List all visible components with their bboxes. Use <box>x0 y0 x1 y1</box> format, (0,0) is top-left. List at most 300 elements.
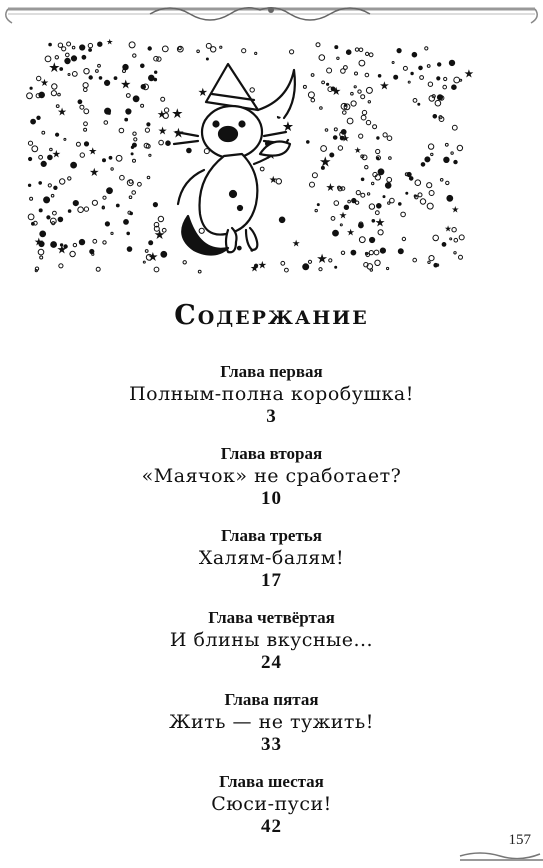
star-dot <box>359 237 365 243</box>
star-dot <box>358 90 361 93</box>
star-dot <box>58 217 63 222</box>
star-dot <box>116 155 122 161</box>
star-dot <box>361 193 365 197</box>
star-dot <box>153 203 157 207</box>
toc-entry-5[interactable] <box>0 690 543 772</box>
star-dot <box>158 216 163 221</box>
star-dot <box>67 42 71 46</box>
star-icon: ★ <box>291 238 301 250</box>
toc-entry-4[interactable] <box>0 608 543 690</box>
star-dot <box>127 232 130 235</box>
star-dot <box>71 56 76 61</box>
star-icon: ★ <box>172 125 185 142</box>
star-icon: ★ <box>48 59 61 76</box>
star-dot <box>220 46 222 48</box>
star-dot <box>412 52 417 57</box>
star-dot <box>377 157 379 159</box>
star-dot <box>149 75 155 81</box>
star-dot <box>327 83 329 85</box>
star-dot <box>99 77 102 80</box>
star-dot <box>322 81 325 84</box>
star-dot <box>42 131 45 134</box>
star-dot <box>355 72 358 75</box>
star-dot <box>308 260 311 263</box>
star-dot <box>84 109 89 114</box>
star-dot <box>44 197 50 203</box>
star-dot <box>66 53 70 57</box>
star-dot <box>444 77 447 80</box>
star-dot <box>28 214 34 220</box>
star-dot <box>154 56 159 61</box>
star-dot <box>321 146 327 152</box>
star-dot <box>141 64 145 68</box>
star-dot <box>325 129 328 132</box>
star-dot <box>30 87 32 89</box>
cat-illustration <box>28 36 474 275</box>
star-dot <box>123 70 126 73</box>
star-icon: ★ <box>106 36 114 47</box>
star-dot <box>403 66 407 70</box>
star-dot <box>80 105 84 109</box>
star-icon: ★ <box>147 249 159 264</box>
star-dot <box>307 141 310 144</box>
star-dot <box>68 210 71 213</box>
star-dot <box>420 76 424 80</box>
star-dot <box>47 216 50 219</box>
star-dot <box>39 92 45 98</box>
star-dot <box>98 42 102 46</box>
chapter-name: «Маячок» не сработает? <box>141 465 402 487</box>
star-dot <box>52 84 57 89</box>
star-dot <box>459 255 463 259</box>
star-dot <box>369 204 374 209</box>
star-dot <box>315 209 317 211</box>
star-icon: ★ <box>89 165 100 180</box>
star-dot <box>375 175 380 180</box>
star-dot <box>147 176 150 179</box>
star-dot <box>316 43 320 47</box>
star-dot <box>377 137 379 139</box>
star-icon: ★ <box>374 215 386 230</box>
star-dot <box>103 159 106 162</box>
star-dot <box>39 209 42 212</box>
star-dot <box>124 220 129 225</box>
star-dot <box>444 157 449 162</box>
star-dot <box>431 153 433 155</box>
star-dot <box>366 87 372 93</box>
star-dot <box>335 46 338 49</box>
star-icon: ★ <box>379 78 390 93</box>
star-dot <box>72 72 77 77</box>
star-icon: ★ <box>444 224 452 235</box>
star-dot <box>355 48 358 51</box>
star-dot <box>68 177 71 180</box>
star-dot <box>32 222 35 225</box>
star-dot <box>96 70 99 73</box>
star-dot <box>303 264 309 270</box>
chapter-page-number: 42 <box>261 816 282 837</box>
star-icon: ★ <box>338 210 348 222</box>
star-dot <box>133 54 136 57</box>
star-icon: ★ <box>463 67 474 81</box>
star-dot <box>78 100 82 104</box>
star-dot <box>401 212 406 217</box>
star-dot <box>98 64 101 67</box>
star-dot <box>126 94 130 98</box>
star-dot <box>53 211 57 215</box>
chapter-name: Халям-балям! <box>198 547 345 569</box>
star-icon: ★ <box>120 76 132 92</box>
star-dot <box>368 101 370 103</box>
star-dot <box>319 55 325 61</box>
star-dot <box>446 181 449 184</box>
star-dot <box>374 250 379 255</box>
star-dot <box>443 85 447 89</box>
star-dot <box>392 62 394 64</box>
star-dot <box>103 241 106 244</box>
star-dot <box>84 69 89 74</box>
star-dot <box>84 128 87 131</box>
star-dot <box>84 88 88 92</box>
star-dot <box>279 217 285 223</box>
star-dot <box>433 235 439 241</box>
star-dot <box>131 146 133 148</box>
star-dot <box>427 65 430 68</box>
star-dot <box>373 125 377 129</box>
star-dot <box>418 103 420 105</box>
star-dot <box>347 118 353 124</box>
star-dot <box>394 75 398 79</box>
chapter-page-number: 3 <box>266 406 277 427</box>
star-dot <box>452 125 457 130</box>
star-dot <box>126 109 131 114</box>
star-dot <box>197 50 200 53</box>
star-dot <box>187 148 192 153</box>
star-icon: ★ <box>346 227 355 239</box>
star-dot <box>388 202 390 204</box>
star-dot <box>39 182 42 185</box>
star-dot <box>389 157 392 160</box>
star-dot <box>155 71 157 73</box>
star-dot <box>380 248 385 253</box>
star-dot <box>103 196 106 199</box>
star-dot <box>387 136 392 141</box>
star-icon: ★ <box>341 133 350 145</box>
star-dot <box>32 146 38 152</box>
star-dot <box>105 222 109 226</box>
star-dot <box>406 192 408 194</box>
star-dot <box>132 191 136 195</box>
star-dot <box>343 111 347 115</box>
star-dot <box>367 193 369 195</box>
star-dot <box>78 207 84 213</box>
star-dot <box>427 183 432 188</box>
star-dot <box>418 193 422 197</box>
star-dot <box>317 204 319 206</box>
star-dot <box>138 182 142 186</box>
star-dot <box>125 118 128 121</box>
star-dot <box>29 157 32 160</box>
star-dot <box>92 200 97 205</box>
star-icon: ★ <box>451 204 460 216</box>
star-dot <box>123 64 128 69</box>
star-dot <box>402 237 405 240</box>
star-dot <box>376 149 380 153</box>
toc-entry-2[interactable] <box>0 444 543 526</box>
star-dot <box>419 66 423 70</box>
star-icon: ★ <box>319 154 332 171</box>
star-dot <box>27 93 33 99</box>
star-icon: ★ <box>157 124 168 138</box>
star-dot <box>50 218 56 224</box>
star-dot <box>148 47 151 50</box>
star-dot <box>451 152 453 154</box>
star-dot <box>49 43 52 46</box>
star-dot <box>40 256 43 259</box>
star-dot <box>62 47 66 51</box>
star-icon: ★ <box>88 146 97 158</box>
star-icon: ★ <box>56 242 68 257</box>
star-dot <box>285 268 289 272</box>
star-dot <box>333 230 339 236</box>
star-dot <box>308 92 314 98</box>
star-icon: ★ <box>51 148 61 161</box>
star-dot <box>89 49 92 52</box>
star-dot <box>383 133 387 137</box>
star-dot <box>445 143 448 146</box>
cat-figure <box>174 64 295 255</box>
star-dot <box>51 91 56 96</box>
star-icon: ★ <box>268 175 278 187</box>
star-dot <box>435 100 441 106</box>
star-dot <box>411 72 413 74</box>
star-dot <box>450 238 452 240</box>
star-dot <box>348 200 351 203</box>
star-dot <box>454 160 457 163</box>
star-dot <box>120 175 125 180</box>
star-dot <box>429 191 434 196</box>
star-dot <box>438 63 441 66</box>
star-dot <box>454 238 458 242</box>
star-dot <box>390 198 395 203</box>
star-dot <box>329 259 332 262</box>
star-dot <box>166 141 171 146</box>
toc-entry-3[interactable] <box>0 526 543 608</box>
star-dot <box>378 169 384 175</box>
star-dot <box>83 83 88 88</box>
star-dot <box>351 101 356 106</box>
star-dot <box>409 177 413 181</box>
page-number: 157 <box>508 832 531 848</box>
star-dot <box>335 266 337 268</box>
star-icon: ★ <box>197 84 209 99</box>
star-dot <box>341 251 344 254</box>
star-dot <box>428 144 433 149</box>
star-dot <box>84 142 88 146</box>
star-dot <box>111 168 113 170</box>
star-dot <box>351 92 354 95</box>
star-dot <box>105 108 111 114</box>
star-dot <box>428 261 430 263</box>
star-icon: ★ <box>40 77 50 89</box>
star-dot <box>428 82 432 86</box>
star-dot <box>116 204 119 207</box>
star-dot <box>433 115 437 119</box>
star-dot <box>319 268 322 271</box>
star-dot <box>64 138 66 140</box>
chapter-page-number: 17 <box>261 570 282 591</box>
star-dot <box>255 52 257 54</box>
star-dot <box>133 96 139 102</box>
star-dot <box>162 46 168 52</box>
star-dot <box>79 239 84 244</box>
chapter-label: Глава шестая <box>219 772 324 791</box>
star-dot <box>111 232 113 234</box>
star-dot <box>141 104 144 107</box>
star-dot <box>429 256 434 261</box>
star-dot <box>84 122 88 126</box>
chapter-label: Глава четвёртая <box>208 608 335 627</box>
star-dot <box>460 79 462 81</box>
star-icon: ★ <box>156 108 167 122</box>
star-dot <box>58 43 62 47</box>
star-dot <box>199 228 204 233</box>
star-dot <box>242 49 246 53</box>
star-dot <box>327 68 332 73</box>
star-dot <box>107 188 113 194</box>
star-dot <box>93 239 97 243</box>
star-dot <box>310 182 315 187</box>
star-dot <box>408 81 410 83</box>
star-icon: ★ <box>353 145 362 156</box>
star-dot <box>337 57 339 59</box>
star-dot <box>55 56 58 59</box>
star-dot <box>161 97 165 101</box>
star-dot <box>454 252 456 254</box>
star-dot <box>359 134 363 138</box>
star-icon: ★ <box>171 106 184 123</box>
star-dot <box>377 204 382 209</box>
star-dot <box>129 42 135 48</box>
star-dot <box>454 77 460 83</box>
star-dot <box>82 55 86 59</box>
star-dot <box>375 260 380 265</box>
star-dot <box>387 177 392 182</box>
chapter-label: Глава пятая <box>224 690 319 709</box>
star-dot <box>28 141 32 145</box>
star-dot <box>369 53 373 57</box>
star-dot <box>211 47 216 52</box>
star-dot <box>149 241 153 245</box>
star-dot <box>131 153 133 155</box>
star-dot <box>109 156 112 159</box>
star-dot <box>250 88 254 92</box>
star-dot <box>311 98 315 102</box>
star-dot <box>198 270 201 273</box>
star-dot <box>375 211 379 215</box>
star-dot <box>440 179 443 182</box>
star-dot <box>73 243 76 246</box>
star-dot <box>362 110 366 114</box>
star-dot <box>354 86 356 88</box>
star-dot <box>161 251 167 257</box>
star-dot <box>37 116 40 119</box>
star-dot <box>30 197 33 200</box>
star-dot <box>56 133 59 136</box>
star-dot <box>420 199 425 204</box>
chapter-name: И блины вкусные... <box>169 629 374 651</box>
toc-title: Содержание <box>174 300 369 331</box>
star-dot <box>92 253 94 255</box>
star-dot <box>183 261 186 264</box>
star-dot <box>365 73 369 77</box>
star-dot <box>442 243 446 247</box>
star-dot <box>58 93 61 96</box>
star-dot <box>303 85 306 88</box>
star-dot <box>59 264 63 268</box>
star-dot <box>399 203 402 206</box>
star-dot <box>76 142 80 146</box>
chapter-label: Глава третья <box>221 526 322 545</box>
toc-entry-1[interactable] <box>0 362 543 444</box>
star-dot <box>73 201 78 206</box>
star-dot <box>133 159 136 162</box>
star-dot <box>41 161 46 166</box>
star-dot <box>365 166 368 169</box>
star-icon: ★ <box>57 105 68 119</box>
star-dot <box>31 119 36 124</box>
star-dot <box>447 195 453 201</box>
star-dot <box>60 179 65 184</box>
star-dot <box>333 136 337 140</box>
star-dot <box>415 180 421 186</box>
star-dot <box>96 267 100 271</box>
star-dot <box>449 60 454 65</box>
star-dot <box>385 183 391 189</box>
star-dot <box>340 224 342 226</box>
star-dot <box>434 263 438 267</box>
star-dot <box>128 211 131 214</box>
star-dot <box>105 80 110 85</box>
star-dot <box>51 194 54 197</box>
star-dot <box>344 205 348 209</box>
star-dot <box>260 167 264 171</box>
star-dot <box>425 47 428 50</box>
chapter-page-number: 33 <box>261 734 282 755</box>
star-dot <box>366 52 369 55</box>
chapter-label: Глава вторая <box>220 444 323 463</box>
star-icon: ★ <box>257 259 268 272</box>
star-dot <box>147 123 150 126</box>
star-dot <box>370 237 375 242</box>
star-dot <box>71 162 77 168</box>
star-dot <box>361 115 366 120</box>
star-dot <box>383 196 385 198</box>
star-dot <box>311 74 314 77</box>
star-dot <box>149 154 151 156</box>
star-dot <box>206 58 208 60</box>
star-dot <box>320 107 323 110</box>
star-dot <box>68 74 70 76</box>
star-dot <box>452 228 456 232</box>
star-dot <box>334 201 339 206</box>
star-dot <box>356 191 360 195</box>
star-dot <box>312 173 317 178</box>
table-of-contents <box>0 362 543 854</box>
star-dot <box>133 132 136 135</box>
star-dot <box>114 77 117 80</box>
star-dot <box>134 138 137 141</box>
